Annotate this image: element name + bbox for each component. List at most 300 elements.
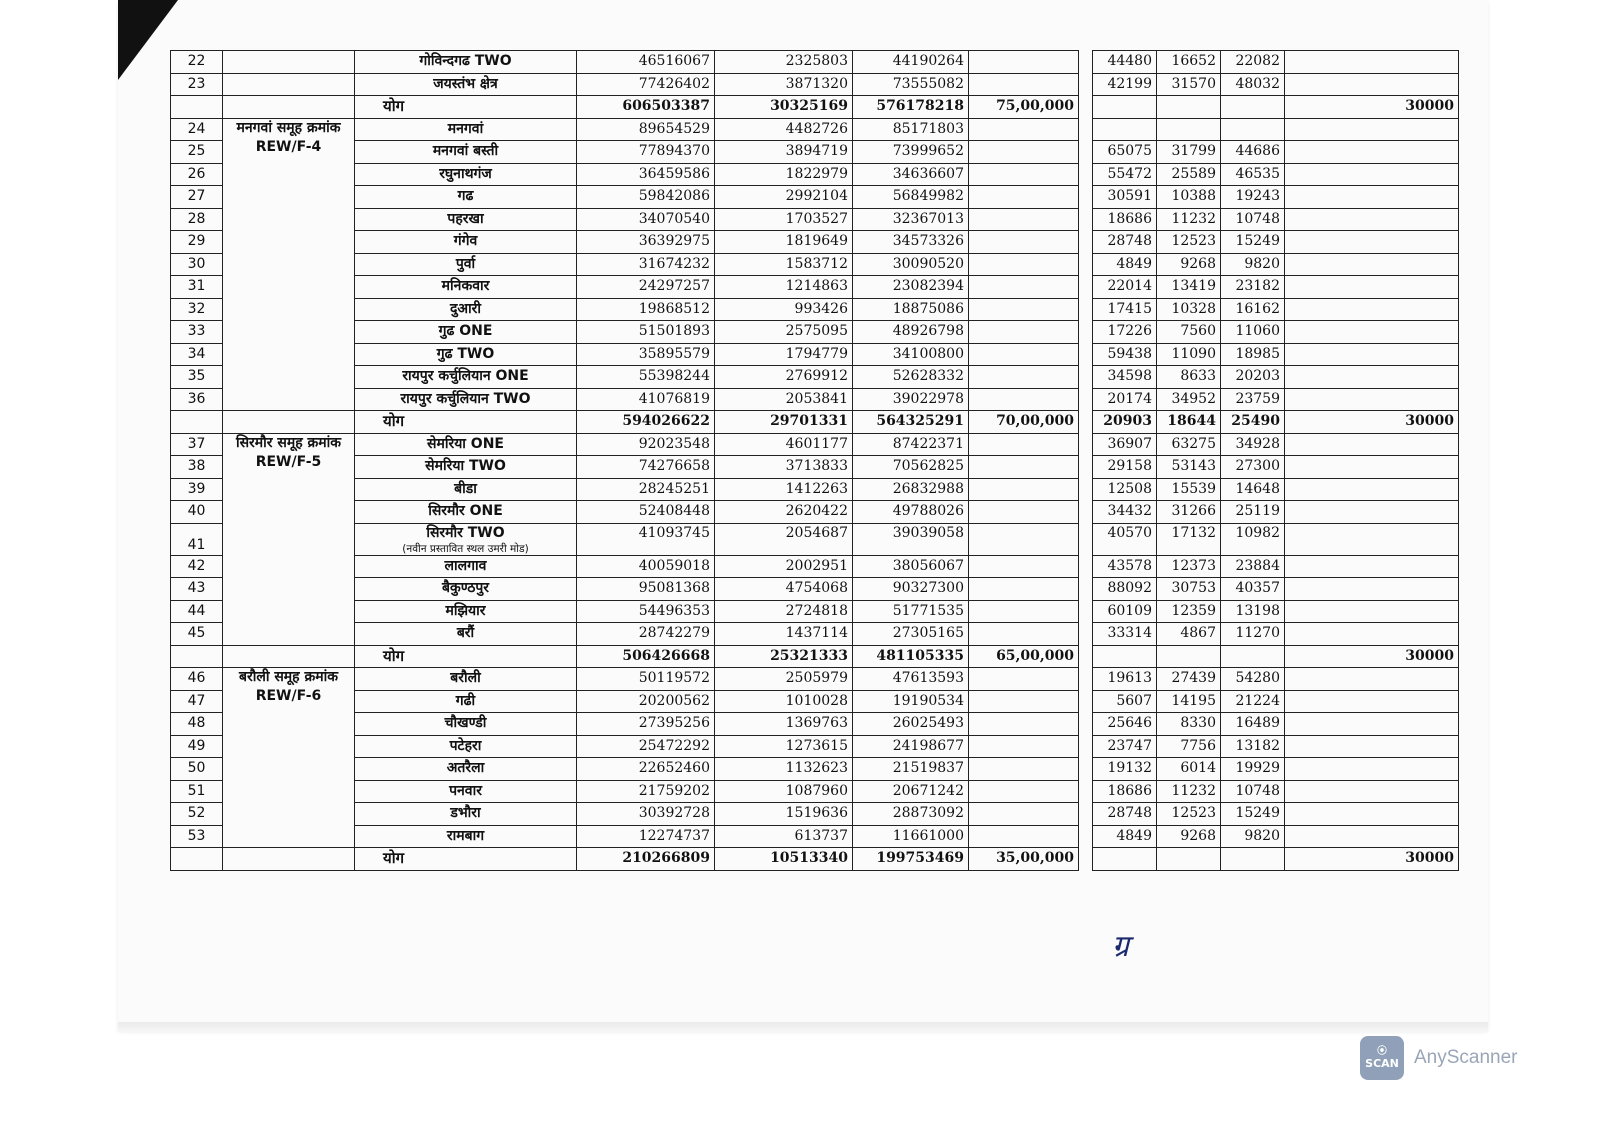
deduction-cell: 4601177 xyxy=(715,433,853,456)
count-cell xyxy=(1221,118,1285,141)
table-row xyxy=(171,668,1459,691)
net-amount-cell: 56849982 xyxy=(853,186,969,209)
remarks-cell xyxy=(1285,141,1459,164)
estimate-cell xyxy=(969,276,1079,299)
total-amount-cell: 606503387 xyxy=(577,96,715,119)
amount-cell: 50119572 xyxy=(577,668,715,691)
table-row xyxy=(171,523,1459,555)
deduction-cell: 2053841 xyxy=(715,388,853,411)
spacer-cell xyxy=(1079,231,1093,254)
estimate-cell xyxy=(969,478,1079,501)
amount-cell: 40059018 xyxy=(577,555,715,578)
spacer-cell xyxy=(1079,141,1093,164)
location-name-cell: दुआरी xyxy=(355,298,577,321)
deduction-cell: 2002951 xyxy=(715,555,853,578)
remarks-cell xyxy=(1285,780,1459,803)
amount-cell: 30392728 xyxy=(577,803,715,826)
count-cell: 10982 xyxy=(1221,523,1285,555)
location-name-cell: चौखण्डी xyxy=(355,713,577,736)
count-cell: 65075 xyxy=(1093,141,1157,164)
location-name-cell: गोविन्दगढ TWO xyxy=(355,51,577,74)
remarks-cell xyxy=(1285,456,1459,479)
count-cell: 16652 xyxy=(1157,51,1221,74)
total-label-cell: योग xyxy=(355,848,577,871)
location-name-cell: बरौं xyxy=(355,623,577,646)
estimate-cell xyxy=(969,343,1079,366)
group-code: REW/F-6 xyxy=(255,688,322,704)
count-cell xyxy=(1221,848,1285,871)
total-deduction-cell: 25321333 xyxy=(715,645,853,668)
serial-number-cell: 43 xyxy=(171,578,223,601)
spacer-cell xyxy=(1079,388,1093,411)
sanctioned-amount-cell: 35,00,000 xyxy=(969,848,1079,871)
count-cell: 55472 xyxy=(1093,163,1157,186)
spacer-cell xyxy=(1079,690,1093,713)
remarks-cell xyxy=(1285,555,1459,578)
estimate-cell xyxy=(969,321,1079,344)
table-row xyxy=(171,690,1459,713)
count-cell xyxy=(1157,848,1221,871)
serial-number-cell: 35 xyxy=(171,366,223,389)
net-amount-cell: 28873092 xyxy=(853,803,969,826)
handwritten-signature: ग्र xyxy=(1112,929,1129,964)
total-row xyxy=(171,848,1459,871)
amount-cell: 22652460 xyxy=(577,758,715,781)
count-cell: 30591 xyxy=(1093,186,1157,209)
group-code: REW/F-5 xyxy=(255,453,322,470)
count-cell: 17132 xyxy=(1157,523,1221,555)
total-label-cell: योग xyxy=(355,411,577,434)
spacer-cell xyxy=(1079,600,1093,623)
serial-number-cell: 34 xyxy=(171,343,223,366)
serial-number-cell: 29 xyxy=(171,231,223,254)
spacer-cell xyxy=(1079,713,1093,736)
deduction-cell: 4754068 xyxy=(715,578,853,601)
net-amount-cell: 85171803 xyxy=(853,118,969,141)
location-name-cell: पुर्वा xyxy=(355,253,577,276)
net-amount-cell: 87422371 xyxy=(853,433,969,456)
total-label-cell: योग xyxy=(355,645,577,668)
count-cell: 4867 xyxy=(1157,623,1221,646)
serial-number-cell: 49 xyxy=(171,735,223,758)
amount-cell: 21759202 xyxy=(577,780,715,803)
net-amount-cell: 26832988 xyxy=(853,478,969,501)
remarks-cell xyxy=(1285,600,1459,623)
count-cell: 46535 xyxy=(1221,163,1285,186)
remarks-cell xyxy=(1285,803,1459,826)
table-row xyxy=(171,141,1459,164)
total-deduction-cell: 30325169 xyxy=(715,96,853,119)
spacer-cell xyxy=(1079,321,1093,344)
count-cell: 54280 xyxy=(1221,668,1285,691)
remarks-cell xyxy=(1285,253,1459,276)
deduction-cell: 1010028 xyxy=(715,690,853,713)
group-title: मनगवां समूह क्रमांक xyxy=(236,119,341,136)
count-cell: 29158 xyxy=(1093,456,1157,479)
net-amount-cell: 90327300 xyxy=(853,578,969,601)
remarks-cell xyxy=(1285,321,1459,344)
total-label-cell: योग xyxy=(355,96,577,119)
total-net-cell: 576178218 xyxy=(853,96,969,119)
proposed-site-note: (नवीन प्रस्तावित स्थल उमरी मोड) xyxy=(402,542,529,555)
count-cell: 63275 xyxy=(1157,433,1221,456)
amount-cell: 36392975 xyxy=(577,231,715,254)
net-amount-cell: 73999652 xyxy=(853,141,969,164)
count-cell: 12523 xyxy=(1157,803,1221,826)
count-cell: 13198 xyxy=(1221,600,1285,623)
spacer-cell xyxy=(1079,298,1093,321)
estimate-cell xyxy=(969,433,1079,456)
remarks-cell xyxy=(1285,366,1459,389)
serial-number-cell: 22 xyxy=(171,51,223,74)
deduction-cell: 1583712 xyxy=(715,253,853,276)
count-cell: 33314 xyxy=(1093,623,1157,646)
remarks-total-cell: 30000 xyxy=(1285,411,1459,434)
serial-number-cell: 37 xyxy=(171,433,223,456)
amount-cell: 27395256 xyxy=(577,713,715,736)
location-name-cell: गुढ ONE xyxy=(355,321,577,344)
spacer-cell xyxy=(1079,73,1093,96)
count-cell: 48032 xyxy=(1221,73,1285,96)
count-cell: 36907 xyxy=(1093,433,1157,456)
amount-cell: 77426402 xyxy=(577,73,715,96)
serial-number-cell: 30 xyxy=(171,253,223,276)
serial-number-cell: 31 xyxy=(171,276,223,299)
table-row xyxy=(171,118,1459,141)
amount-cell: 74276658 xyxy=(577,456,715,479)
remarks-cell xyxy=(1285,523,1459,555)
net-amount-cell: 73555082 xyxy=(853,73,969,96)
net-amount-cell: 23082394 xyxy=(853,276,969,299)
location-name-cell: रायपुर कर्चुलियान ONE xyxy=(355,366,577,389)
count-cell: 23747 xyxy=(1093,735,1157,758)
table-row xyxy=(171,51,1459,74)
total-deduction-cell: 10513340 xyxy=(715,848,853,871)
deduction-cell: 2505979 xyxy=(715,668,853,691)
count-cell: 25589 xyxy=(1157,163,1221,186)
net-amount-cell: 51771535 xyxy=(853,600,969,623)
count-cell: 9820 xyxy=(1221,825,1285,848)
app-watermark xyxy=(1360,1036,1518,1080)
remarks-total-cell: 30000 xyxy=(1285,848,1459,871)
count-cell: 23759 xyxy=(1221,388,1285,411)
estimate-cell xyxy=(969,163,1079,186)
count-cell: 15249 xyxy=(1221,231,1285,254)
serial-number-cell: 47 xyxy=(171,690,223,713)
count-cell: 15249 xyxy=(1221,803,1285,826)
table-row xyxy=(171,253,1459,276)
count-cell: 11232 xyxy=(1157,208,1221,231)
table-body xyxy=(171,51,1459,871)
serial-number-cell: 41 xyxy=(171,523,223,555)
count-cell: 25646 xyxy=(1093,713,1157,736)
amount-cell: 35895579 xyxy=(577,343,715,366)
total-amount-cell: 594026622 xyxy=(577,411,715,434)
count-cell: 23182 xyxy=(1221,276,1285,299)
count-cell: 53143 xyxy=(1157,456,1221,479)
table-row xyxy=(171,578,1459,601)
serial-number-cell: 39 xyxy=(171,478,223,501)
location-name-cell: बरौली xyxy=(355,668,577,691)
count-cell: 31266 xyxy=(1157,501,1221,524)
count-cell: 6014 xyxy=(1157,758,1221,781)
count-cell: 20203 xyxy=(1221,366,1285,389)
total-row xyxy=(171,96,1459,119)
count-cell: 14648 xyxy=(1221,478,1285,501)
amount-cell: 20200562 xyxy=(577,690,715,713)
spacer-cell xyxy=(1079,163,1093,186)
table-row xyxy=(171,758,1459,781)
count-cell: 12373 xyxy=(1157,555,1221,578)
count-cell: 13419 xyxy=(1157,276,1221,299)
location-name-cell: बीडा xyxy=(355,478,577,501)
remarks-cell xyxy=(1285,825,1459,848)
count-cell: 42199 xyxy=(1093,73,1157,96)
spacer-cell xyxy=(1079,668,1093,691)
estimate-cell xyxy=(969,141,1079,164)
spacer-cell xyxy=(1079,253,1093,276)
estimate-cell xyxy=(969,298,1079,321)
count-cell: 4849 xyxy=(1093,825,1157,848)
serial-number-cell: 51 xyxy=(171,780,223,803)
count-cell xyxy=(1221,645,1285,668)
count-cell: 19243 xyxy=(1221,186,1285,209)
count-cell: 10328 xyxy=(1157,298,1221,321)
count-cell: 19613 xyxy=(1093,668,1157,691)
deduction-cell: 1132623 xyxy=(715,758,853,781)
count-cell xyxy=(1093,848,1157,871)
location-name-cell: पटेहरा xyxy=(355,735,577,758)
count-cell: 34952 xyxy=(1157,388,1221,411)
spacer-cell xyxy=(1079,208,1093,231)
serial-number-cell: 23 xyxy=(171,73,223,96)
amount-cell: 36459586 xyxy=(577,163,715,186)
amount-cell: 31674232 xyxy=(577,253,715,276)
group-label-cell xyxy=(223,433,355,645)
deduction-cell: 1819649 xyxy=(715,231,853,254)
remarks-cell xyxy=(1285,163,1459,186)
spacer-cell xyxy=(1079,456,1093,479)
group-label-cell xyxy=(223,668,355,848)
net-amount-cell: 30090520 xyxy=(853,253,969,276)
count-cell: 15539 xyxy=(1157,478,1221,501)
remarks-cell xyxy=(1285,623,1459,646)
total-net-cell: 199753469 xyxy=(853,848,969,871)
table-row xyxy=(171,208,1459,231)
spacer-cell xyxy=(1079,645,1093,668)
group-label-cell xyxy=(223,51,355,74)
net-amount-cell: 34573326 xyxy=(853,231,969,254)
spacer-cell xyxy=(1079,825,1093,848)
table-row xyxy=(171,343,1459,366)
count-cell: 10388 xyxy=(1157,186,1221,209)
estimate-cell xyxy=(969,825,1079,848)
table-row xyxy=(171,388,1459,411)
estimate-cell xyxy=(969,253,1079,276)
table-row xyxy=(171,298,1459,321)
spacer-cell xyxy=(1079,96,1093,119)
spacer-cell xyxy=(1079,555,1093,578)
total-net-cell: 481105335 xyxy=(853,645,969,668)
estimate-cell xyxy=(969,803,1079,826)
spacer-cell xyxy=(1079,186,1093,209)
remarks-cell xyxy=(1285,433,1459,456)
deduction-cell: 1214863 xyxy=(715,276,853,299)
estimate-cell xyxy=(969,780,1079,803)
serial-number-cell: 42 xyxy=(171,555,223,578)
net-amount-cell: 34636607 xyxy=(853,163,969,186)
estimate-cell xyxy=(969,600,1079,623)
deduction-cell: 2769912 xyxy=(715,366,853,389)
location-name-cell: जयस्तंभ क्षेत्र xyxy=(355,73,577,96)
group-title: सिरमौर समूह क्रमांक xyxy=(235,434,342,451)
serial-number-cell: 24 xyxy=(171,118,223,141)
group-label-cell xyxy=(223,118,355,411)
count-cell: 28748 xyxy=(1093,803,1157,826)
group-label-cell xyxy=(223,848,355,871)
spacer-cell xyxy=(1079,523,1093,555)
location-name-cell: पनवार xyxy=(355,780,577,803)
spacer-cell xyxy=(1079,411,1093,434)
net-amount-cell: 49788026 xyxy=(853,501,969,524)
table-row xyxy=(171,555,1459,578)
amount-cell: 12274737 xyxy=(577,825,715,848)
deduction-cell: 2054687 xyxy=(715,523,853,555)
amount-cell: 41093745 xyxy=(577,523,715,555)
amount-cell: 92023548 xyxy=(577,433,715,456)
deduction-cell: 2575095 xyxy=(715,321,853,344)
net-amount-cell: 44190264 xyxy=(853,51,969,74)
deduction-cell: 1822979 xyxy=(715,163,853,186)
deduction-cell: 1412263 xyxy=(715,478,853,501)
count-cell: 18686 xyxy=(1093,780,1157,803)
sanctioned-amount-cell: 70,00,000 xyxy=(969,411,1079,434)
estimate-cell xyxy=(969,758,1079,781)
estimate-cell xyxy=(969,118,1079,141)
total-amount-cell: 506426668 xyxy=(577,645,715,668)
sanctioned-amount-cell: 65,00,000 xyxy=(969,645,1079,668)
spacer-cell xyxy=(1079,848,1093,871)
table-row xyxy=(171,186,1459,209)
count-cell: 23884 xyxy=(1221,555,1285,578)
remarks-cell xyxy=(1285,118,1459,141)
remarks-cell xyxy=(1285,578,1459,601)
count-cell: 9268 xyxy=(1157,253,1221,276)
estimate-cell xyxy=(969,231,1079,254)
net-amount-cell: 32367013 xyxy=(853,208,969,231)
net-amount-cell: 21519837 xyxy=(853,758,969,781)
location-name-cell: पहरखा xyxy=(355,208,577,231)
location-name-cell: गुढ TWO xyxy=(355,343,577,366)
table-row xyxy=(171,366,1459,389)
count-cell: 14195 xyxy=(1157,690,1221,713)
amount-cell: 41076819 xyxy=(577,388,715,411)
remarks-cell xyxy=(1285,343,1459,366)
count-cell: 5607 xyxy=(1093,690,1157,713)
page-bottom-edge xyxy=(118,1022,1488,1032)
allocation-table xyxy=(170,50,1459,871)
location-name-cell: अतरैला xyxy=(355,758,577,781)
count-cell xyxy=(1093,96,1157,119)
total-row xyxy=(171,645,1459,668)
remarks-cell xyxy=(1285,501,1459,524)
count-cell: 13182 xyxy=(1221,735,1285,758)
serial-number-cell: 48 xyxy=(171,713,223,736)
deduction-cell: 993426 xyxy=(715,298,853,321)
serial-number-cell: 44 xyxy=(171,600,223,623)
remarks-cell xyxy=(1285,735,1459,758)
count-cell: 88092 xyxy=(1093,578,1157,601)
count-cell: 18686 xyxy=(1093,208,1157,231)
remarks-cell xyxy=(1285,713,1459,736)
location-name-cell: गढी xyxy=(355,690,577,713)
deduction-cell: 3871320 xyxy=(715,73,853,96)
estimate-cell xyxy=(969,456,1079,479)
count-cell: 20903 xyxy=(1093,411,1157,434)
net-amount-cell: 20671242 xyxy=(853,780,969,803)
amount-cell: 19868512 xyxy=(577,298,715,321)
scanner-logo-text: SCAN xyxy=(1365,1056,1399,1070)
location-name-cell: बैकुण्ठपुर xyxy=(355,578,577,601)
deduction-cell: 1519636 xyxy=(715,803,853,826)
amount-cell: 25472292 xyxy=(577,735,715,758)
count-cell: 11232 xyxy=(1157,780,1221,803)
count-cell: 20174 xyxy=(1093,388,1157,411)
location-name-cell: गढ xyxy=(355,186,577,209)
spacer-cell xyxy=(1079,51,1093,74)
serial-number-cell xyxy=(171,411,223,434)
total-amount-cell: 210266809 xyxy=(577,848,715,871)
spacer-cell xyxy=(1079,118,1093,141)
table-row xyxy=(171,433,1459,456)
serial-number-cell xyxy=(171,848,223,871)
estimate-cell xyxy=(969,186,1079,209)
amount-cell: 95081368 xyxy=(577,578,715,601)
count-cell: 18644 xyxy=(1157,411,1221,434)
remarks-cell xyxy=(1285,758,1459,781)
amount-cell: 55398244 xyxy=(577,366,715,389)
count-cell: 11270 xyxy=(1221,623,1285,646)
estimate-cell xyxy=(969,73,1079,96)
count-cell: 25490 xyxy=(1221,411,1285,434)
serial-number-cell: 38 xyxy=(171,456,223,479)
deduction-cell: 4482726 xyxy=(715,118,853,141)
amount-cell: 28245251 xyxy=(577,478,715,501)
spacer-cell xyxy=(1079,366,1093,389)
count-cell: 10748 xyxy=(1221,780,1285,803)
table-row xyxy=(171,713,1459,736)
count-cell: 40357 xyxy=(1221,578,1285,601)
count-cell xyxy=(1093,118,1157,141)
count-cell: 7756 xyxy=(1157,735,1221,758)
serial-number-cell: 32 xyxy=(171,298,223,321)
serial-number-cell xyxy=(171,645,223,668)
estimate-cell xyxy=(969,366,1079,389)
spacer-cell xyxy=(1079,433,1093,456)
table-row xyxy=(171,735,1459,758)
location-name-cell: मनगवां बस्ती xyxy=(355,141,577,164)
location-name-cell: मनिकवार xyxy=(355,276,577,299)
count-cell: 30753 xyxy=(1157,578,1221,601)
net-amount-cell: 52628332 xyxy=(853,366,969,389)
count-cell: 21224 xyxy=(1221,690,1285,713)
amount-cell: 24297257 xyxy=(577,276,715,299)
amount-cell: 28742279 xyxy=(577,623,715,646)
spacer-cell xyxy=(1079,758,1093,781)
serial-number-cell: 25 xyxy=(171,141,223,164)
remarks-cell xyxy=(1285,276,1459,299)
deduction-cell: 1087960 xyxy=(715,780,853,803)
